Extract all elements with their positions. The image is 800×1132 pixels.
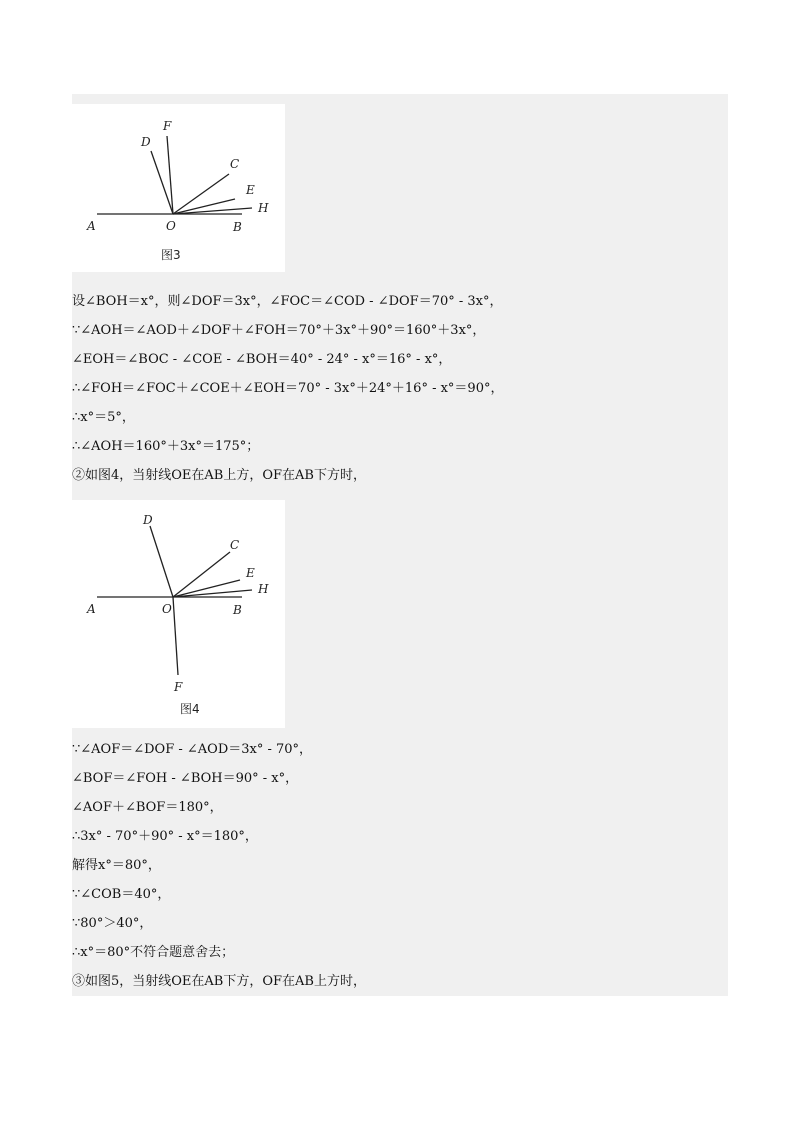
figure-3-caption: 图3 (161, 248, 181, 262)
label-e: E (246, 183, 255, 197)
label-h: H (258, 201, 269, 215)
figure-4-diagram (72, 500, 285, 728)
text-line-2: ∵∠AOH＝∠AOD＋∠DOF＋∠FOH＝70°＋3x°＋90°＝160°＋3x°， (72, 323, 486, 338)
label-d: D (143, 513, 153, 527)
label-h: H (258, 582, 269, 596)
text-line-10: ∠AOF＋∠BOF＝180°， (72, 800, 223, 815)
ray-od (151, 151, 173, 214)
ray-of (173, 597, 178, 675)
ray-od (150, 526, 173, 597)
label-f: F (174, 680, 183, 694)
text-line-3: ∠EOH＝∠BOC - ∠COE - ∠BOH＝40° - 24° - x°＝16° - x°， (72, 352, 452, 367)
label-e: E (246, 566, 255, 580)
text-line-14: ∵80°＞40°， (72, 916, 153, 931)
label-b: B (233, 603, 242, 617)
label-o: O (166, 219, 176, 233)
text-line-16: ③如图5，当射线OE在AB下方，OF在AB上方时， (72, 974, 366, 989)
text-line-6: ∴∠AOH＝160°＋3x°＝175°； (72, 439, 260, 454)
label-d: D (141, 135, 151, 149)
label-o: O (162, 602, 172, 616)
figure-3 (72, 104, 285, 272)
label-a: A (87, 219, 96, 233)
text-line-1: 设∠BOH＝x°，则∠DOF＝3x°，∠FOC＝∠COD - ∠DOF＝70° - 3x°， (72, 294, 503, 309)
text-line-13: ∵∠COB＝40°， (72, 887, 171, 902)
label-a: A (87, 602, 96, 616)
figure-4-caption: 图4 (180, 702, 200, 716)
ray-of (167, 136, 173, 214)
text-line-8: ∵∠AOF＝∠DOF - ∠AOD＝3x° - 70°， (72, 742, 313, 757)
text-line-12: 解得x°＝80°， (72, 858, 161, 873)
text-line-9: ∠BOF＝∠FOH - ∠BOH＝90° - x°， (72, 771, 299, 786)
content-panel (72, 94, 728, 996)
text-line-4: ∴∠FOH＝∠FOC＋∠COE＋∠EOH＝70° - 3x°＋24°＋16° - x°＝90°， (72, 381, 504, 396)
text-line-11: ∴3x° - 70°＋90° - x°＝180°， (72, 829, 258, 844)
text-line-7: ②如图4，当射线OE在AB上方，OF在AB下方时， (72, 468, 366, 483)
ray-oc (173, 174, 229, 214)
figure-4 (72, 500, 285, 728)
text-line-15: ∴x°＝80°不符合题意舍去； (72, 945, 235, 960)
text-line-5: ∴x°＝5°， (72, 410, 135, 425)
label-c: C (230, 538, 240, 552)
label-f: F (163, 119, 172, 133)
figure-3-diagram (72, 104, 285, 272)
label-c: C (230, 157, 240, 171)
label-b: B (233, 220, 242, 234)
